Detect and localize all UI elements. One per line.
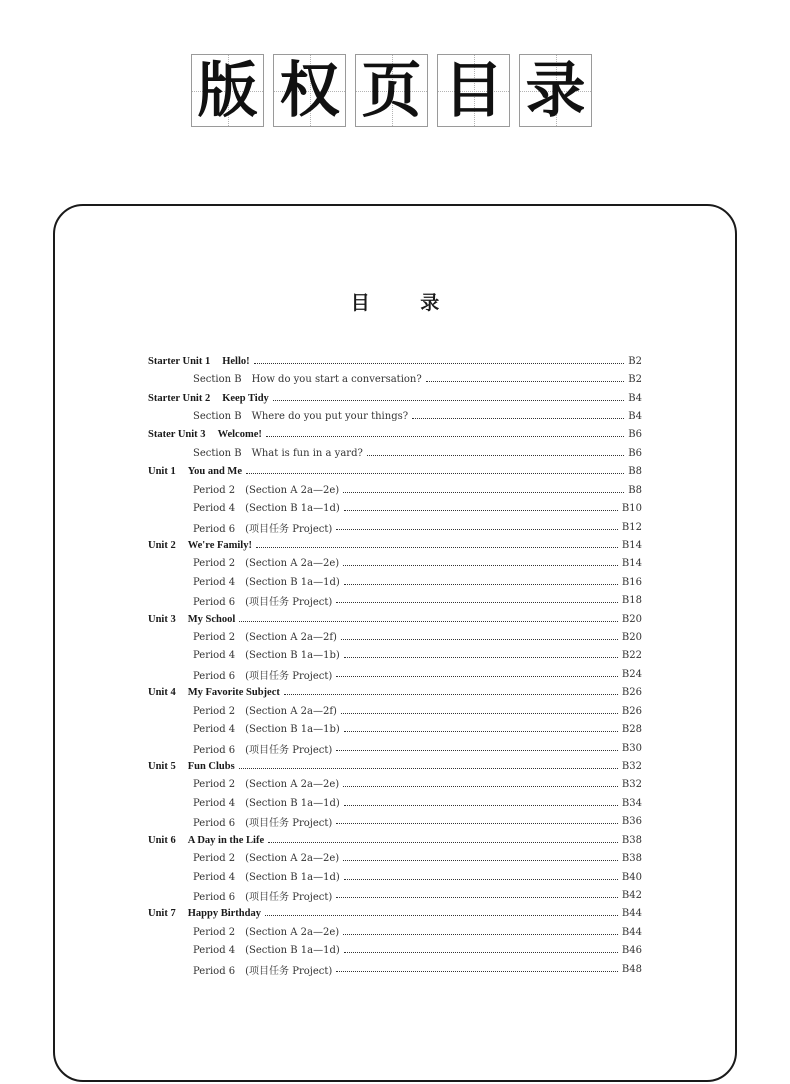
entry-number: Period 4 xyxy=(193,576,236,588)
dot-leader xyxy=(344,879,618,880)
entry-page-number: B44 xyxy=(621,926,642,938)
entry-title: Happy Birthday xyxy=(187,908,261,920)
toc-unit-entry[interactable] xyxy=(148,684,642,702)
toc-list xyxy=(148,352,642,978)
entry-title: (Section A 2a—2e) xyxy=(245,558,340,570)
entry-number: Period 6 xyxy=(193,597,236,609)
entry-title: (Section A 2a—2e) xyxy=(245,779,340,791)
dot-leader xyxy=(273,400,624,401)
dot-leader xyxy=(266,436,624,437)
title-char: 版 xyxy=(197,55,258,126)
toc-sub-entry[interactable] xyxy=(148,555,642,573)
entry-label xyxy=(193,577,340,588)
entry-label xyxy=(193,962,332,977)
entry-page-number: B42 xyxy=(621,889,642,901)
entry-page-number: B2 xyxy=(628,374,642,386)
title-grid-cell xyxy=(437,54,510,127)
title-char: 目 xyxy=(443,55,504,126)
entry-title: (项目任务 Project) xyxy=(245,523,333,535)
entry-page-number: B16 xyxy=(621,576,642,588)
title-char: 页 xyxy=(361,55,422,126)
entry-page-number: B20 xyxy=(621,613,642,625)
entry-title: (Section A 2a—2f) xyxy=(245,632,337,644)
entry-number: Section B xyxy=(193,374,242,386)
entry-page-number: B44 xyxy=(621,908,642,920)
dot-leader xyxy=(336,602,618,603)
toc-sub-entry[interactable] xyxy=(148,794,642,812)
entry-page-number: B4 xyxy=(628,392,642,404)
toc-unit-entry[interactable] xyxy=(148,905,642,923)
toc-sub-entry[interactable] xyxy=(148,665,642,683)
entry-label xyxy=(193,411,408,422)
dot-leader xyxy=(344,952,618,953)
entry-page-number: B48 xyxy=(621,963,642,975)
entry-label xyxy=(193,927,339,938)
dot-leader xyxy=(343,492,624,493)
toc-unit-entry[interactable] xyxy=(148,831,642,849)
entry-page-number: B34 xyxy=(621,797,642,809)
entry-title: (项目任务 Project) xyxy=(245,744,333,756)
entry-label xyxy=(193,632,337,643)
entry-label xyxy=(148,466,242,477)
entry-label xyxy=(193,945,340,956)
toc-sub-entry[interactable] xyxy=(148,776,642,794)
entry-label xyxy=(193,485,339,496)
entry-title: (Section A 2a—2e) xyxy=(245,926,340,938)
toc-sub-entry[interactable] xyxy=(148,591,642,609)
entry-label xyxy=(148,614,235,625)
entry-label xyxy=(193,888,332,903)
entry-number: Period 4 xyxy=(193,871,236,883)
entry-title: (Section B 1a—1d) xyxy=(245,945,340,957)
entry-page-number: B14 xyxy=(621,539,642,551)
entry-label xyxy=(148,761,235,772)
dot-leader xyxy=(343,934,618,935)
entry-title: (Section B 1a—1b) xyxy=(245,650,340,662)
toc-unit-entry[interactable] xyxy=(148,352,642,370)
entry-number: Period 4 xyxy=(193,503,236,515)
dot-leader xyxy=(344,584,618,585)
dot-leader xyxy=(239,768,618,769)
entry-label xyxy=(193,724,340,735)
entry-number: Period 2 xyxy=(193,484,236,496)
entry-page-number: B8 xyxy=(628,484,642,496)
entry-page-number: B32 xyxy=(621,779,642,791)
entry-label xyxy=(193,872,340,883)
entry-number: Period 2 xyxy=(193,705,236,717)
entry-number: Unit 6 xyxy=(148,834,176,846)
toc-unit-entry[interactable] xyxy=(148,536,642,554)
entry-label xyxy=(148,540,252,551)
dot-leader xyxy=(336,750,618,751)
entry-number: Unit 5 xyxy=(148,760,176,772)
toc-unit-entry[interactable] xyxy=(148,463,642,481)
toc-sub-entry[interactable] xyxy=(148,813,642,831)
page-title xyxy=(191,54,592,127)
entry-page-number: B32 xyxy=(621,760,642,772)
entry-page-number: B46 xyxy=(621,945,642,957)
entry-title: (项目任务 Project) xyxy=(245,818,333,830)
entry-number: Period 2 xyxy=(193,632,236,644)
title-grid-cell xyxy=(355,54,428,127)
entry-page-number: B20 xyxy=(621,632,642,644)
entry-label xyxy=(193,650,340,661)
entry-title: (Section B 1a—1d) xyxy=(245,797,340,809)
entry-title: A Day in the Life xyxy=(187,834,265,846)
toc-unit-entry[interactable] xyxy=(148,389,642,407)
entry-number: Period 6 xyxy=(193,523,236,535)
toc-unit-entry[interactable] xyxy=(148,610,642,628)
dot-leader xyxy=(284,694,618,695)
entry-title: Welcome! xyxy=(217,429,262,441)
entry-page-number: B28 xyxy=(621,724,642,736)
dot-leader xyxy=(254,363,625,364)
entry-label xyxy=(193,558,339,569)
entry-page-number: B24 xyxy=(621,668,642,680)
dot-leader xyxy=(336,971,618,972)
entry-number: Unit 7 xyxy=(148,908,176,920)
dot-leader xyxy=(344,657,618,658)
toc-sub-entry[interactable] xyxy=(148,868,642,886)
title-grid-cell xyxy=(519,54,592,127)
entry-page-number: B26 xyxy=(621,705,642,717)
entry-title: Keep Tidy xyxy=(222,392,269,404)
entry-number: Period 2 xyxy=(193,853,236,865)
entry-label xyxy=(148,908,261,919)
entry-title: Fun Clubs xyxy=(187,760,235,772)
entry-label xyxy=(148,356,250,367)
toc-sub-entry[interactable] xyxy=(148,370,642,388)
toc-sub-entry[interactable] xyxy=(148,942,642,960)
title-char: 录 xyxy=(525,55,586,126)
entry-number: Period 4 xyxy=(193,945,236,957)
entry-page-number: B38 xyxy=(621,834,642,846)
dot-leader xyxy=(344,805,618,806)
toc-sub-entry[interactable] xyxy=(148,739,642,757)
entry-title: My School xyxy=(187,613,236,625)
entry-title: (Section B 1a—1d) xyxy=(245,576,340,588)
toc-sub-entry[interactable] xyxy=(148,481,642,499)
entry-number: Unit 3 xyxy=(148,613,176,625)
entry-number: Period 2 xyxy=(193,558,236,570)
entry-page-number: B6 xyxy=(628,447,642,459)
entry-page-number: B30 xyxy=(621,742,642,754)
dot-leader xyxy=(344,731,618,732)
dot-leader xyxy=(246,473,624,474)
toc-sub-entry[interactable] xyxy=(148,628,642,646)
entry-label xyxy=(193,853,339,864)
entry-page-number: B8 xyxy=(628,466,642,478)
entry-number: Period 6 xyxy=(193,818,236,830)
toc-unit-entry[interactable] xyxy=(148,426,642,444)
entry-title: (项目任务 Project) xyxy=(245,670,333,682)
toc-sub-entry[interactable] xyxy=(148,720,642,738)
toc-unit-entry[interactable] xyxy=(148,757,642,775)
entry-number: Period 6 xyxy=(193,965,236,977)
entry-title: (Section A 2a—2f) xyxy=(245,705,337,717)
entry-number: Period 2 xyxy=(193,926,236,938)
entry-label xyxy=(193,667,332,682)
dot-leader xyxy=(256,547,618,548)
entry-title: (Section B 1a—1d) xyxy=(245,871,340,883)
entry-number: Section B xyxy=(193,410,242,422)
entry-title: Hello! xyxy=(222,355,250,367)
title-grid-cell xyxy=(273,54,346,127)
toc-sub-entry[interactable] xyxy=(148,573,642,591)
toc-sub-entry[interactable] xyxy=(148,960,642,978)
entry-label xyxy=(148,835,264,846)
toc-sub-entry[interactable] xyxy=(148,407,642,425)
toc-sub-entry[interactable] xyxy=(148,702,642,720)
entry-title: We're Family! xyxy=(187,539,252,551)
entry-label xyxy=(193,706,337,717)
entry-number: Period 6 xyxy=(193,891,236,903)
entry-title: (项目任务 Project) xyxy=(245,965,333,977)
entry-label xyxy=(193,798,340,809)
entry-number: Period 6 xyxy=(193,744,236,756)
entry-page-number: B38 xyxy=(621,853,642,865)
entry-page-number: B10 xyxy=(621,503,642,515)
entry-page-number: B12 xyxy=(621,521,642,533)
entry-page-number: B2 xyxy=(628,355,642,367)
dot-leader xyxy=(367,455,624,456)
dot-leader xyxy=(336,676,618,677)
dot-leader xyxy=(341,639,618,640)
entry-number: Unit 1 xyxy=(148,466,176,478)
toc-sub-entry[interactable] xyxy=(148,886,642,904)
entry-label xyxy=(193,520,332,535)
entry-title: Where do you put your things? xyxy=(251,410,409,422)
entry-title: You and Me xyxy=(187,466,242,478)
dot-leader xyxy=(343,786,618,787)
entry-page-number: B6 xyxy=(628,429,642,441)
entry-label xyxy=(148,429,262,440)
toc-sub-entry[interactable] xyxy=(148,518,642,536)
dot-leader xyxy=(344,510,618,511)
dot-leader xyxy=(341,713,618,714)
entry-label xyxy=(193,374,422,385)
entry-title: My Favorite Subject xyxy=(187,687,280,699)
entry-page-number: B14 xyxy=(621,558,642,570)
entry-label xyxy=(193,741,332,756)
entry-number: Period 4 xyxy=(193,650,236,662)
dot-leader xyxy=(426,381,625,382)
entry-page-number: B22 xyxy=(621,650,642,662)
dot-leader xyxy=(268,842,618,843)
entry-label xyxy=(193,448,363,459)
dot-leader xyxy=(336,823,618,824)
title-char: 权 xyxy=(279,55,340,126)
dot-leader xyxy=(412,418,624,419)
entry-title: (项目任务 Project) xyxy=(245,891,333,903)
entry-number: Starter Unit 2 xyxy=(148,392,211,404)
entry-number: Period 2 xyxy=(193,779,236,791)
entry-page-number: B36 xyxy=(621,816,642,828)
dot-leader xyxy=(336,897,618,898)
entry-title: (Section B 1a—1d) xyxy=(245,503,340,515)
entry-number: Period 4 xyxy=(193,724,236,736)
dot-leader xyxy=(343,565,618,566)
entry-number: Period 4 xyxy=(193,797,236,809)
entry-title: How do you start a conversation? xyxy=(251,374,422,386)
entry-label xyxy=(193,503,340,514)
entry-title: (Section A 2a—2e) xyxy=(245,484,340,496)
title-grid-cell xyxy=(191,54,264,127)
toc-heading: 目 录 xyxy=(350,292,462,314)
entry-page-number: B26 xyxy=(621,687,642,699)
entry-page-number: B40 xyxy=(621,871,642,883)
entry-number: Stater Unit 3 xyxy=(148,429,206,441)
entry-page-number: B4 xyxy=(628,410,642,422)
toc-sub-entry[interactable] xyxy=(148,444,642,462)
entry-label xyxy=(193,593,332,608)
dot-leader xyxy=(265,915,618,916)
toc-sub-entry[interactable] xyxy=(148,923,642,941)
entry-title: What is fun in a yard? xyxy=(251,447,363,459)
entry-page-number: B18 xyxy=(621,595,642,607)
entry-number: Unit 4 xyxy=(148,687,176,699)
entry-number: Unit 2 xyxy=(148,539,176,551)
dot-leader xyxy=(239,621,618,622)
dot-leader xyxy=(336,529,618,530)
entry-label xyxy=(193,779,339,790)
entry-title: (Section B 1a—1b) xyxy=(245,724,340,736)
dot-leader xyxy=(343,860,618,861)
entry-number: Starter Unit 1 xyxy=(148,355,211,367)
entry-title: (Section A 2a—2e) xyxy=(245,853,340,865)
entry-title: (项目任务 Project) xyxy=(245,597,333,609)
toc-sub-entry[interactable] xyxy=(148,499,642,517)
toc-sub-entry[interactable] xyxy=(148,849,642,867)
entry-number: Period 6 xyxy=(193,670,236,682)
entry-number: Section B xyxy=(193,447,242,459)
entry-label xyxy=(193,814,332,829)
entry-label xyxy=(148,393,269,404)
toc-sub-entry[interactable] xyxy=(148,647,642,665)
entry-label xyxy=(148,687,280,698)
